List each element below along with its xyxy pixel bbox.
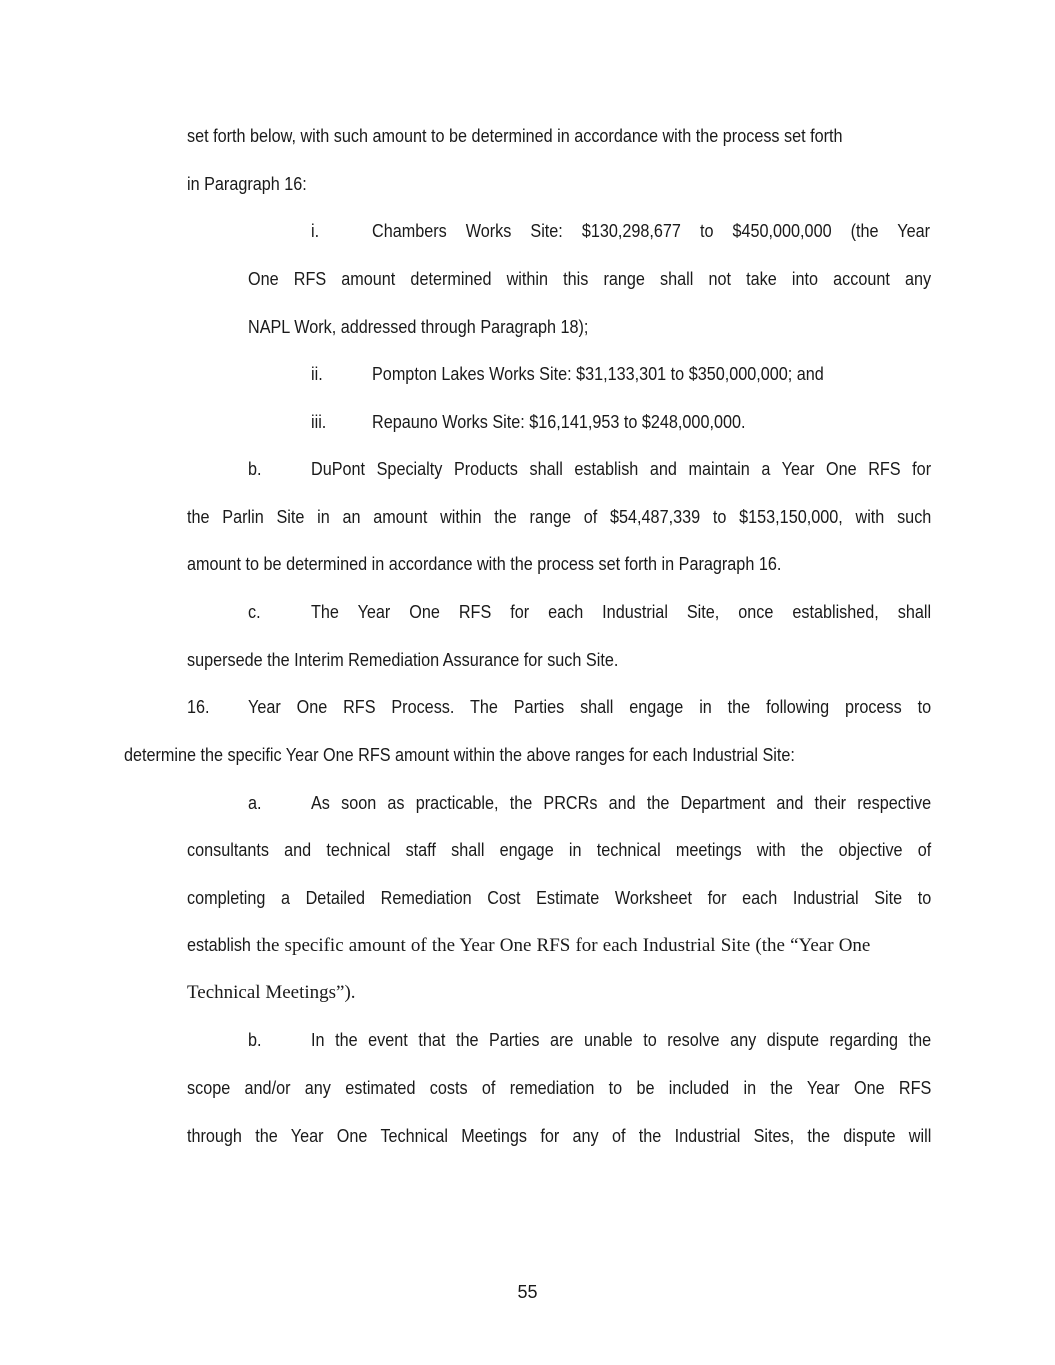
list-label-b: b. — [248, 1030, 262, 1050]
text-run: establish — [187, 935, 251, 955]
text-line: DuPont Specialty Products shall establish and maintain a Year One RFS for — [311, 459, 932, 479]
text-line: set forth below, with such amount to be determined in accordance with the process set forth — [187, 126, 843, 146]
text-line — [187, 933, 931, 957]
text-line: amount to be determined in accordance with the process set forth in Paragraph 16. — [187, 554, 782, 574]
text-line: The Year One RFS for each Industrial Site, once established, shall — [311, 602, 932, 622]
text-line: Pompton Lakes Works Site: $31,133,301 to $350,000,000; and — [372, 364, 824, 384]
text-line: Year One RFS Process. The Parties shall engage in the following process to — [248, 697, 932, 717]
text-line: Technical Meetings”). — [187, 982, 356, 1003]
text-line: As soon as practicable, the PRCRs and the Department and their respective — [311, 793, 932, 813]
list-label-ii: ii. — [311, 364, 323, 384]
text-run: the specific amount of the Year One RFS for each Industrial Site (the “Year One — [251, 935, 871, 956]
text-line: In the event that the Parties are unable to resolve any dispute regarding the — [311, 1030, 932, 1050]
paragraph-number: 16. — [187, 697, 210, 717]
text-line: consultants and technical staff shall engage in technical meetings with the objective of — [187, 840, 932, 860]
text-line: determine the specific Year One RFS amount within the above ranges for each Industrial Site: — [124, 745, 795, 765]
list-label-i: i. — [311, 221, 320, 241]
list-label-b: b. — [248, 459, 262, 479]
text-line: the Parlin Site in an amount within the range of $54,487,339 to $153,150,000, with such — [187, 507, 932, 527]
text-line: completing a Detailed Remediation Cost Estimate Worksheet for each Industrial Site to — [187, 888, 932, 908]
text-line: in Paragraph 16: — [187, 174, 307, 194]
list-label-a: a. — [248, 793, 262, 813]
text-line: NAPL Work, addressed through Paragraph 18); — [248, 317, 589, 337]
text-line: through the Year One Technical Meetings for any of the Industrial Sites, the dispute will — [187, 1126, 932, 1146]
list-label-iii: iii. — [311, 412, 327, 432]
text-line: scope and/or any estimated costs of remediation to be included in the Year One RFS — [187, 1078, 932, 1098]
text-line: Chambers Works Site: $130,298,677 to $450,000,000 (the Year — [372, 221, 930, 241]
text-line: supersede the Interim Remediation Assurance for such Site. — [187, 650, 619, 670]
text-line: One RFS amount determined within this range shall not take into account any — [248, 269, 932, 289]
text-line: Repauno Works Site: $16,141,953 to $248,000,000. — [372, 412, 746, 432]
list-label-c: c. — [248, 602, 261, 622]
page-number: 55 — [517, 1282, 538, 1302]
